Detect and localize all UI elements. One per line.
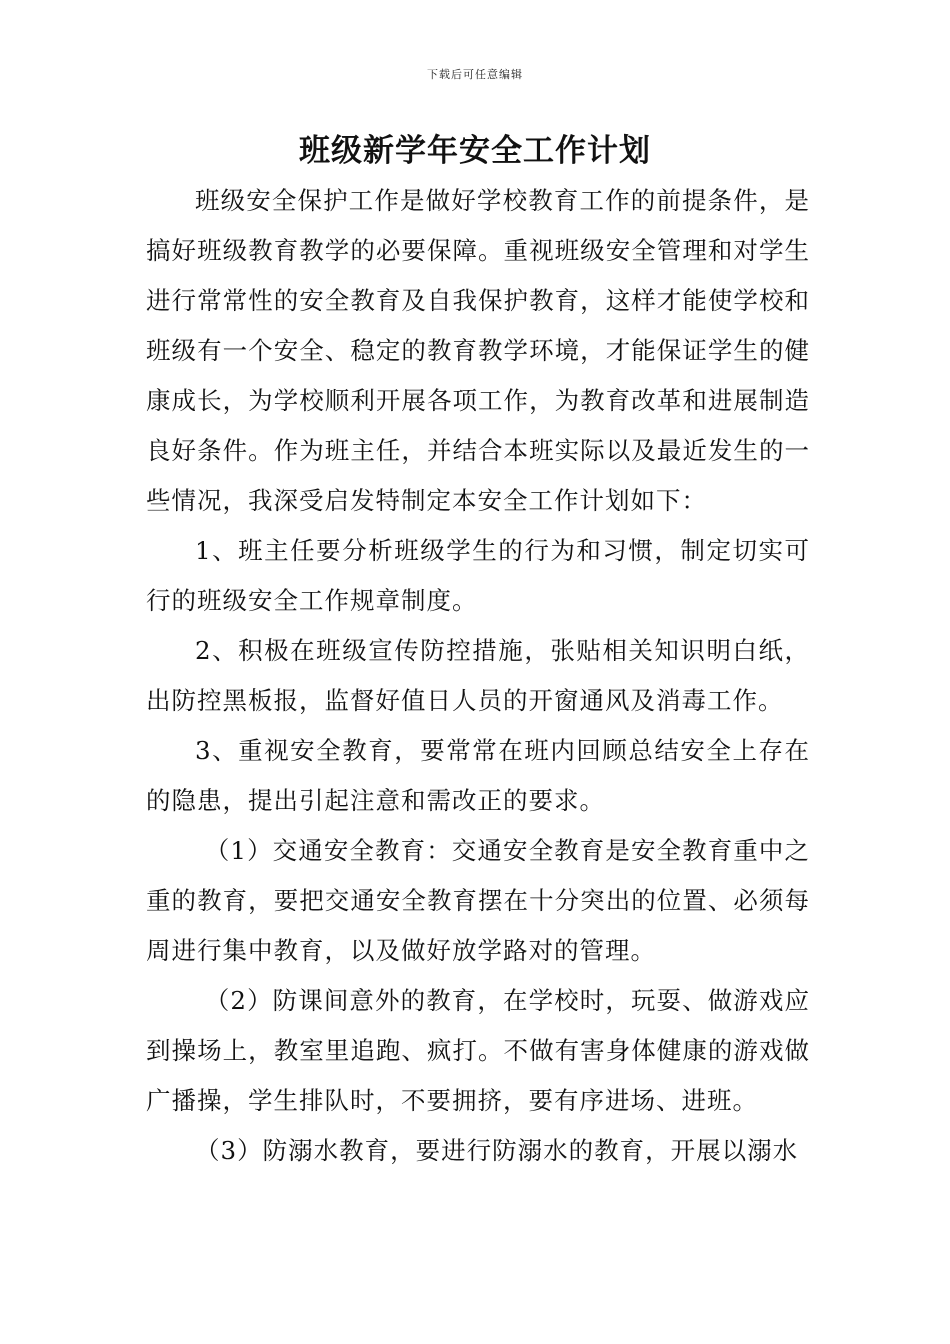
header-note: 下载后可任意编辑 [427, 68, 523, 81]
paragraph-item-1: 1、班主任要分析班级学生的行为和习惯，制定切实可行的班级安全工作规章制度。 [146, 536, 810, 615]
paragraph-item-2: 2、积极在班级宣传防控措施，张贴相关知识明白纸，出防控黑板报，监督好值日人员的开窗通风及消毒工作。 [146, 636, 810, 715]
paragraph-traffic-safety: （1）交通安全教育：交通安全教育是安全教育重中之重的教育，要把交通安全教育摆在十分突出的位置、必须每周进行集中教育，以及做好放学路对的管理。 [146, 836, 810, 965]
paragraph-drowning-safety: （3）防溺水教育，要进行防溺水的教育，开展以溺水 [195, 1136, 799, 1165]
document-title: 班级新学年安全工作计划 [299, 133, 651, 169]
paragraph-intro: 班级安全保护工作是做好学校教育工作的前提条件，是搞好班级教育教学的必要保障。重视班级安全管理和对学生进行常常性的安全教育及自我保护教育，这样才能使学校和班级有一个安全、稳定的教育教学环境，才能保证学生的健康成长，为学校顺利开展各项工作，为教育改革和进展制造良好条件。作为班主任，并结合本班实际以及最近发生的一些情况，我深受启发特制定本安全工作计划如下： [146, 186, 810, 515]
paragraph-item-3: 3、重视安全教育，要常常在班内回顾总结安全上存在的隐患，提出引起注意和需改正的要求。 [146, 736, 810, 815]
document-body [146, 176, 810, 1176]
paragraph-recess-safety: （2）防课间意外的教育，在学校时，玩耍、做游戏应到操场上，教室里追跑、疯打。不做有害身体健康的游戏做广播操，学生排队时，不要拥挤，要有序进场、进班。 [146, 986, 810, 1115]
